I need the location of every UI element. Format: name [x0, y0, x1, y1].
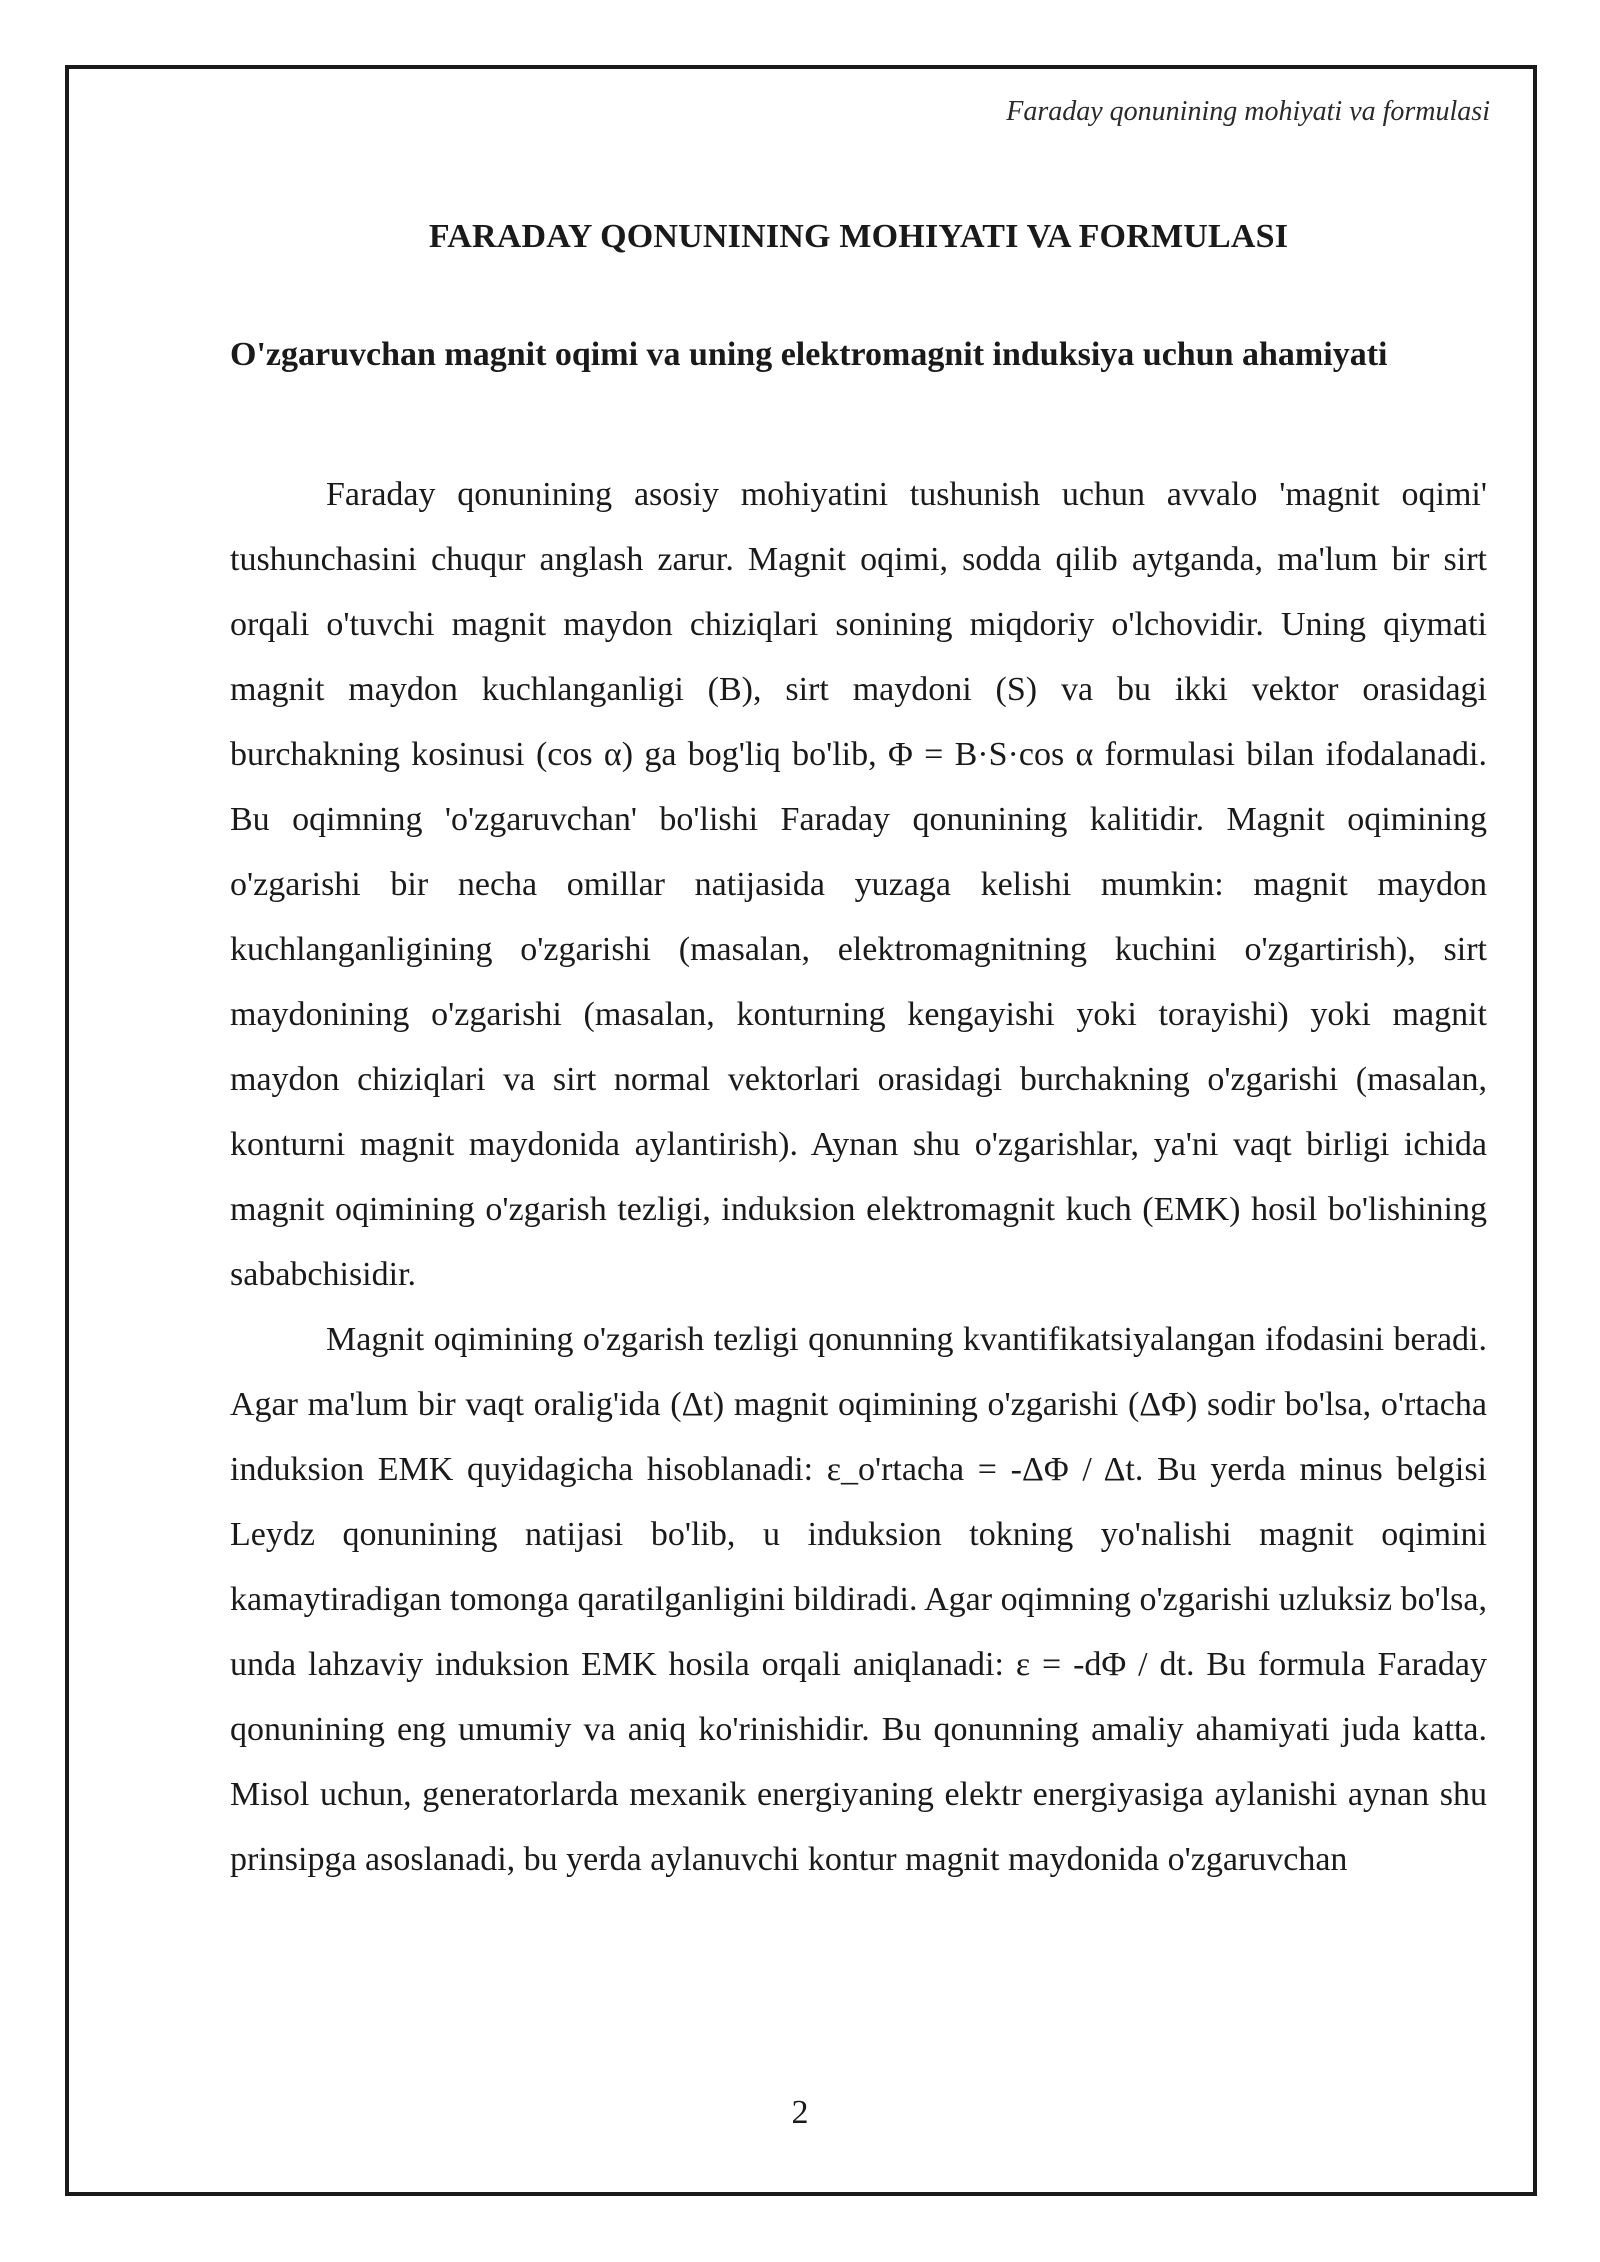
document-title: FARADAY QONUNINING MOHIYATI VA FORMULASI: [428, 218, 1289, 255]
running-header: Faraday qonunining mohiyati va formulasi: [1006, 96, 1490, 127]
section-heading: O'zgaruvchan magnit oqimi va uning elektromagnit induksiya uchun ahamiyati: [230, 336, 1388, 373]
paragraph-2: Magnit oqimining o'zgarish tezligi qonunning kvantifikatsiyalangan ifodasini beradi. Agar ma'lum bir vaqt oralig'ida (Δt) magnit oqimining o'zgarishi (ΔΦ) sodir bo'lsa, o'rtacha induksion EMK quyidagicha hisoblanadi: ε_o'rtacha = -ΔΦ / Δt. Bu yerda minus belgisi Leydz qonunining natijasi bo'lib, u induksion tokning yo'nalishi magnit oqimini kamaytiradigan tomonga qaratilganligini bildiradi. Agar oqimning o'zgarishi uzluksiz bo'lsa, unda lahzaviy induksion EMK hosila orqali aniqlanadi: ε = -dΦ / dt. Bu formula Faraday qonunining eng umumiy va aniq ko'rinishidir. Bu qonunning amaliy ahamiyati juda katta. Misol uchun, generatorlarda mexanik energiyaning elektr energiyasiga aylanishi aynan shu prinsipga asoslanadi, bu yerda aylanuvchi kontur magnit maydonida o'zgaruvchan: [230, 1321, 1487, 1878]
body-text: [230, 462, 1487, 1892]
paragraph-1: Faraday qonunining asosiy mohiyatini tushunish uchun avvalo 'magnit oqimi' tushunchasini chuqur anglash zarur. Magnit oqimi, sodda qilib aytganda, ma'lum bir sirt orqali o'tuvchi magnit maydon chiziqlari sonining miqdoriy o'lchovidir. Uning qiymati magnit maydon kuchlanganligi (B), sirt maydoni (S) va bu ikki vektor orasidagi burchakning kosinusi (cos α) ga bog'liq bo'lib, Φ = B·S·cos α formulasi bilan ifodalanadi. Bu oqimning 'o'zgaruvchan' bo'lishi Faraday qonunining kalitidir. Magnit oqimining o'zgarishi bir necha omillar natijasida yuzaga kelishi mumkin: magnit maydon kuchlanganligining o'zgarishi (masalan, elektromagnitning kuchini o'zgartirish), sirt maydonining o'zgarishi (masalan, konturning kengayishi yoki torayishi) yoki magnit maydon chiziqlari va sirt normal vektorlari orasidagi burchakning o'zgarishi (masalan, konturni magnit maydonida aylantirish). Aynan shu o'zgarishlar, ya'ni vaqt birligi ichida magnit oqimining o'zgarish tezligi, induksion elektromagnit kuch (EMK) hosil bo'lishining sababchisidir.: [230, 476, 1487, 1293]
page-number: 2: [791, 2094, 809, 2131]
